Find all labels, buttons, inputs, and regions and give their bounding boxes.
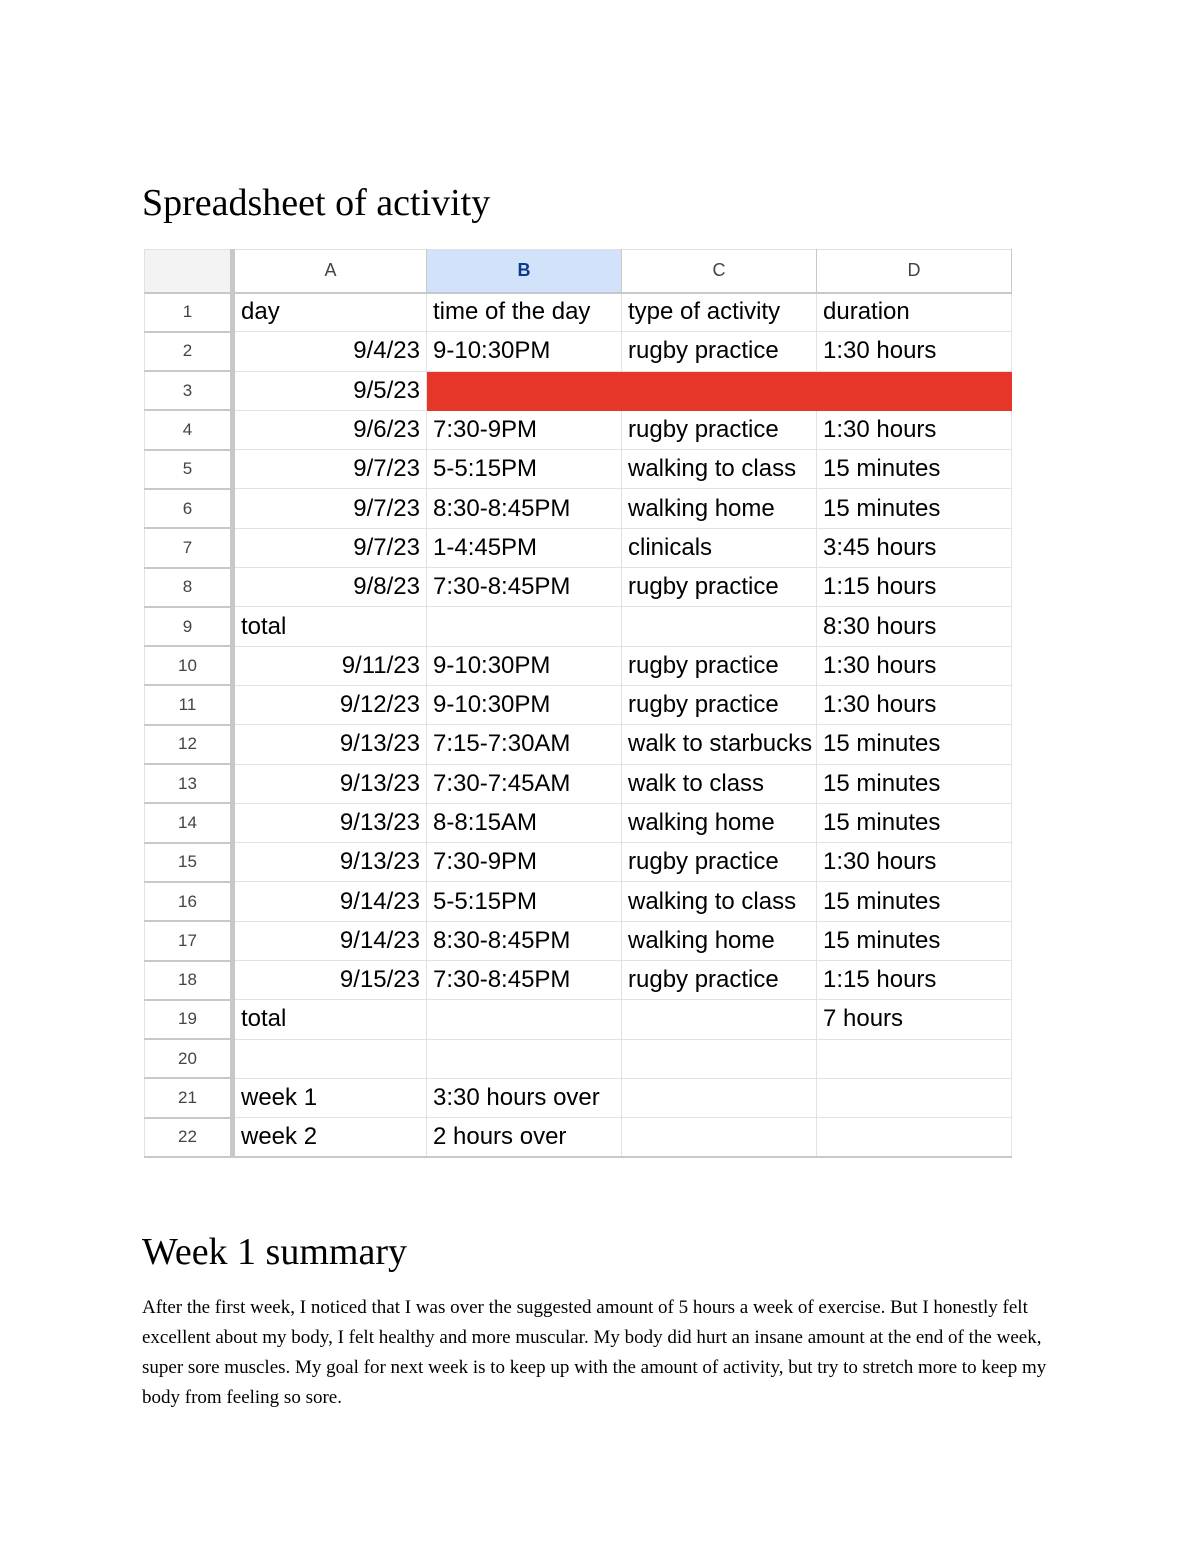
table-row [145, 725, 1012, 764]
row-header[interactable]: 18 [145, 961, 233, 1000]
table-row [145, 332, 1012, 371]
table-row [145, 1118, 1012, 1157]
cell-a[interactable]: total [233, 607, 427, 646]
cell-d[interactable]: 3:45 hours [817, 528, 1012, 567]
cell-d[interactable]: 15 minutes [817, 450, 1012, 489]
cell-c[interactable]: rugby practice [622, 410, 817, 449]
row-header[interactable]: 8 [145, 568, 233, 607]
cell-c[interactable]: rugby practice [622, 685, 817, 724]
cell-c[interactable]: walk to starbucks [622, 725, 817, 764]
cell-b[interactable]: time of the day [427, 293, 622, 332]
column-header-b[interactable]: B [427, 250, 622, 293]
table-row [145, 646, 1012, 685]
cell-d[interactable] [817, 1078, 1012, 1117]
cell-c[interactable] [622, 1000, 817, 1039]
cell-b[interactable] [427, 1000, 622, 1039]
cell-d[interactable]: 1:30 hours [817, 410, 1012, 449]
cell-a[interactable]: 9/6/23 [233, 410, 427, 449]
table-row [145, 410, 1012, 449]
cell-a[interactable]: week 2 [233, 1118, 427, 1157]
cell-b[interactable]: 7:30-8:45PM [427, 568, 622, 607]
cell-a[interactable] [233, 1039, 427, 1078]
cell-b[interactable]: 9-10:30PM [427, 646, 622, 685]
table-row [145, 489, 1012, 528]
cell-c[interactable]: clinicals [622, 528, 817, 567]
cell-d[interactable]: 15 minutes [817, 764, 1012, 803]
row-header[interactable]: 22 [145, 1118, 233, 1157]
table-row [145, 371, 1012, 410]
cell-d[interactable]: 1:30 hours [817, 843, 1012, 882]
cell-a[interactable]: 9/12/23 [233, 685, 427, 724]
cell-d[interactable]: 1:15 hours [817, 961, 1012, 1000]
cell-b[interactable]: 7:30-9PM [427, 410, 622, 449]
table-row [145, 568, 1012, 607]
cell-a[interactable]: 9/7/23 [233, 450, 427, 489]
cell-d[interactable]: 15 minutes [817, 489, 1012, 528]
cell-c[interactable] [622, 1118, 817, 1157]
cell-a[interactable]: total [233, 1000, 427, 1039]
cell-a[interactable]: 9/13/23 [233, 725, 427, 764]
cell-c[interactable]: walking home [622, 921, 817, 960]
table-row [145, 961, 1012, 1000]
cell-d[interactable]: 1:30 hours [817, 685, 1012, 724]
cell-d[interactable] [817, 1118, 1012, 1157]
table-row [145, 764, 1012, 803]
cell-b[interactable]: 7:15-7:30AM [427, 725, 622, 764]
cell-a[interactable]: 9/11/23 [233, 646, 427, 685]
cell-a[interactable]: day [233, 293, 427, 332]
cell-d[interactable]: 15 minutes [817, 921, 1012, 960]
row-header[interactable]: 20 [145, 1039, 233, 1078]
week1-summary-paragraph: After the first week, I noticed that I was over the suggested amount of 5 hours a week of exercise. But I honestly felt excellent about my body, I felt healthy and more muscular. My body did hurt an insane amount at the end of the week, super sore muscles. My goal for next week is to keep up with the amount of activity, but try to stretch more to keep my body from feeling so sore. [142, 1297, 1047, 1408]
table-row [145, 607, 1012, 646]
cell-c[interactable]: walking home [622, 803, 817, 842]
cell-d[interactable]: 15 minutes [817, 882, 1012, 921]
cell-d[interactable]: 15 minutes [817, 725, 1012, 764]
cell-d[interactable] [817, 371, 1012, 410]
cell-a[interactable]: 9/8/23 [233, 568, 427, 607]
table-row [145, 528, 1012, 567]
cell-a[interactable]: week 1 [233, 1078, 427, 1117]
cell-c[interactable]: rugby practice [622, 646, 817, 685]
cell-c[interactable]: rugby practice [622, 961, 817, 1000]
cell-b[interactable]: 5-5:15PM [427, 450, 622, 489]
cell-b[interactable]: 9-10:30PM [427, 685, 622, 724]
row-header[interactable]: 17 [145, 921, 233, 960]
row-header[interactable]: 4 [145, 410, 233, 449]
cell-a[interactable]: 9/13/23 [233, 843, 427, 882]
activity-spreadsheet [144, 249, 1012, 1158]
cell-d[interactable]: duration [817, 293, 1012, 332]
row-header[interactable]: 10 [145, 646, 233, 685]
cell-c[interactable]: rugby practice [622, 568, 817, 607]
cell-d[interactable]: 1:30 hours [817, 332, 1012, 371]
cell-a[interactable]: 9/7/23 [233, 489, 427, 528]
column-header-c[interactable]: C [622, 250, 817, 293]
row-header[interactable]: 15 [145, 843, 233, 882]
cell-a[interactable]: 9/14/23 [233, 882, 427, 921]
table-row [145, 921, 1012, 960]
cell-a[interactable]: 9/5/23 [233, 371, 427, 410]
table-row [145, 803, 1012, 842]
row-header[interactable]: 5 [145, 450, 233, 489]
cell-c[interactable] [622, 371, 817, 410]
table-row [145, 843, 1012, 882]
select-all-corner[interactable] [145, 250, 233, 293]
row-header[interactable]: 7 [145, 528, 233, 567]
cell-a[interactable]: 9/13/23 [233, 803, 427, 842]
cell-b[interactable]: 9-10:30PM [427, 332, 622, 371]
cell-b[interactable]: 2 hours over [427, 1118, 622, 1157]
column-header-row [145, 250, 1012, 293]
cell-d[interactable]: 1:15 hours [817, 568, 1012, 607]
cell-b[interactable] [427, 371, 622, 410]
column-header-d[interactable]: D [817, 250, 1012, 293]
row-header[interactable]: 6 [145, 489, 233, 528]
row-header[interactable]: 1 [145, 293, 233, 332]
cell-b[interactable]: 7:30-7:45AM [427, 764, 622, 803]
cell-a[interactable]: 9/7/23 [233, 528, 427, 567]
spreadsheet-heading: Spreadsheet of activity [142, 182, 491, 224]
cell-a[interactable]: 9/15/23 [233, 961, 427, 1000]
cell-c[interactable]: rugby practice [622, 843, 817, 882]
table-row [145, 1078, 1012, 1117]
table-row [145, 685, 1012, 724]
cell-b[interactable]: 7:30-8:45PM [427, 961, 622, 1000]
cell-b[interactable]: 1-4:45PM [427, 528, 622, 567]
row-header[interactable]: 16 [145, 882, 233, 921]
row-header[interactable]: 3 [145, 371, 233, 410]
cell-b[interactable]: 5-5:15PM [427, 882, 622, 921]
cell-d[interactable]: 15 minutes [817, 803, 1012, 842]
week1-summary-heading: Week 1 summary [142, 1231, 407, 1273]
cell-b[interactable]: 3:30 hours over [427, 1078, 622, 1117]
cell-c[interactable]: walk to class [622, 764, 817, 803]
cell-b[interactable] [427, 607, 622, 646]
cell-c[interactable]: walking home [622, 489, 817, 528]
cell-d[interactable] [817, 1039, 1012, 1078]
cell-c[interactable]: rugby practice [622, 332, 817, 371]
cell-b[interactable]: 8:30-8:45PM [427, 489, 622, 528]
table-row [145, 293, 1012, 332]
table-row [145, 450, 1012, 489]
cell-c[interactable]: walking to class [622, 450, 817, 489]
cell-a[interactable]: 9/4/23 [233, 332, 427, 371]
cell-b[interactable] [427, 1039, 622, 1078]
cell-b[interactable]: 7:30-9PM [427, 843, 622, 882]
row-header[interactable]: 14 [145, 803, 233, 842]
cell-a[interactable]: 9/13/23 [233, 764, 427, 803]
row-header[interactable]: 21 [145, 1078, 233, 1117]
row-header[interactable]: 11 [145, 685, 233, 724]
cell-d[interactable]: 8:30 hours [817, 607, 1012, 646]
cell-c[interactable] [622, 607, 817, 646]
table-row [145, 882, 1012, 921]
table-row [145, 1039, 1012, 1078]
cell-d[interactable]: 1:30 hours [817, 646, 1012, 685]
cell-c[interactable] [622, 1039, 817, 1078]
cell-c[interactable]: type of activity [622, 293, 817, 332]
cell-c[interactable] [622, 1078, 817, 1117]
cell-b[interactable]: 8-8:15AM [427, 803, 622, 842]
cell-a[interactable]: 9/14/23 [233, 921, 427, 960]
cell-c[interactable]: walking to class [622, 882, 817, 921]
row-header[interactable]: 9 [145, 607, 233, 646]
row-header[interactable]: 19 [145, 1000, 233, 1039]
row-header[interactable]: 13 [145, 764, 233, 803]
cell-b[interactable]: 8:30-8:45PM [427, 921, 622, 960]
column-header-a[interactable]: A [233, 250, 427, 293]
table-row [145, 1000, 1012, 1039]
row-header[interactable]: 12 [145, 725, 233, 764]
cell-d[interactable]: 7 hours [817, 1000, 1012, 1039]
row-header[interactable]: 2 [145, 332, 233, 371]
